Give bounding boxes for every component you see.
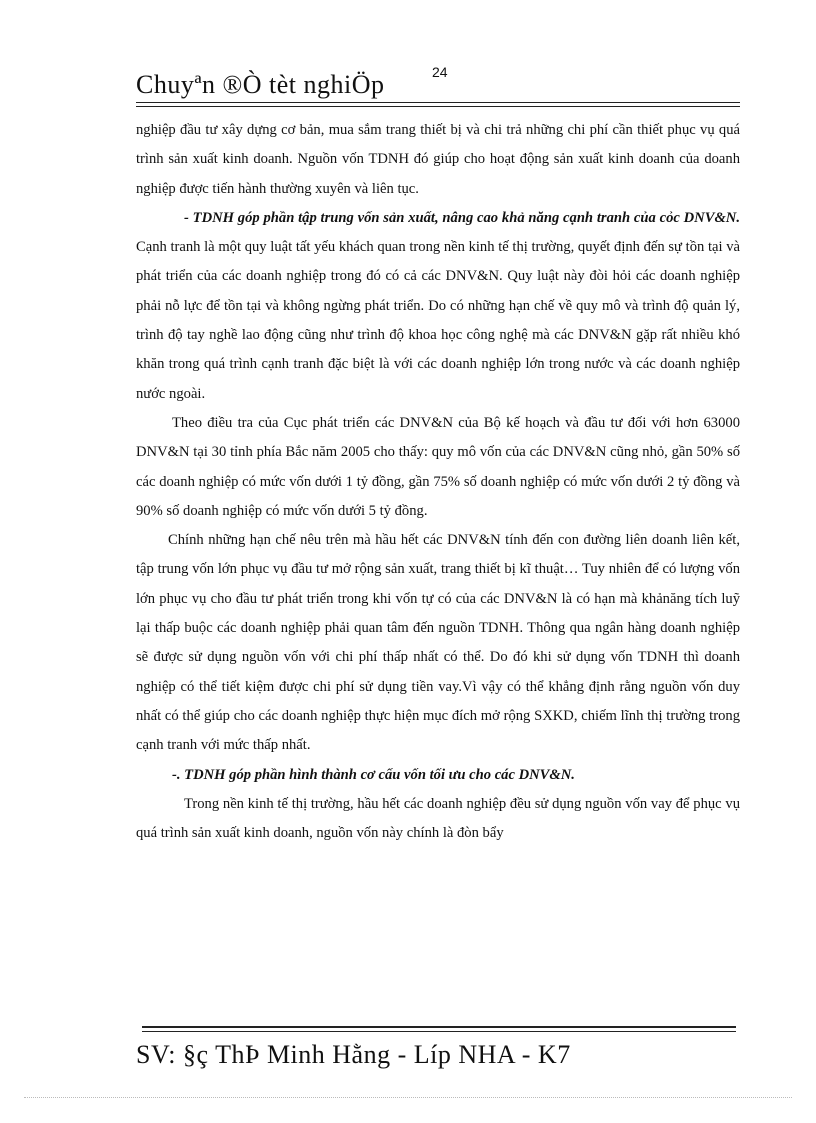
header-rule-bottom	[136, 106, 740, 107]
paragraph: Theo điều tra của Cục phát triển các DNV&N của Bộ kế hoạch và đầu tư đối với hơn 63000 DNV&N tại 30 tỉnh phía Bắc năm 2005 cho thấy: quy mô vốn của các DNV&N cũng nhỏ, gần 50% số các doanh nghiệp có mức vốn dưới 1 tỷ đồng, gần 75% số doanh nghiệp có mức vốn dưới 2 tỷ đồng và 90% số doanh nghiệp có mức vốn dưới 5 tỷ đồng.	[136, 414, 740, 519]
paragraph-text: Cạnh tranh là một quy luật tất yếu khách quan trong nền kinh tế thị trường, quyết định đến sự tồn tại và phát triển của các doanh nghiệp trong đó có cả các DNV&N. Quy luật này đòi hỏi các doanh nghiệp phải nỗ lực để tồn tại và không ngừng phát triển. Do có những hạn chế về quy mô và trình độ quản lý, trình độ tay nghề lao động cũng như trình độ khoa học công nghệ mà các DNV&N gặp rất nhiều khó khăn trong quá trình cạnh tranh đặc biệt là với các doanh nghiệp lớn trong nước và các doanh nghiệp nước ngoài.	[136, 239, 740, 402]
footer-rule-top	[142, 1026, 736, 1028]
paragraph: nghiệp đầu tư xây dựng cơ bản, mua sắm trang thiết bị và chi trả những chi phí cần thiết phục vụ quá trình sản xuất kinh doanh. Nguồn vốn TDNH đó giúp cho hoạt động sản xuất kinh doanh của doanh nghiệp được tiến hành thường xuyên và liên tục.	[136, 122, 740, 197]
section-heading: - TDNH góp phần tập trung vốn sản xuất, nâng cao khả năng cạnh tranh của cỏc DNV&N.	[184, 209, 740, 226]
page-edge-divider	[24, 1097, 792, 1098]
section-heading: -. TDNH góp phần hình thành cơ cấu vốn tối ưu cho các DNV&N.	[172, 766, 575, 783]
footer-text: SV: §ç ThÞ Minh Hằng - Líp NHA - K7	[136, 1040, 571, 1069]
document-body	[136, 116, 740, 848]
paragraph: Chính những hạn chế nêu trên mà hầu hết các DNV&N tính đến con đường liên doanh liên kết, tập trung vốn lớn phục vụ đầu tư mở rộng sản xuất, trang thiết bị kĩ thuật… Tuy nhiên để có lượng vốn lớn phục vụ cho đầu tư phát triển trong khi vốn tự có của các DNV&N là có hạn mà khảnăng tích luỹ lại thấp buộc các doanh nghiệp phải quan tâm đến nguồn TDNH. Thông qua ngân hàng doanh nghiệp sẽ được sử dụng nguồn vốn với chi phí thấp nhất có thể. Do đó khi sử dụng vốn TDNH thì doanh nghiệp có thể tiết kiệm được chi phí sử dụng tiền vay.Vì vậy có thể khẳng định rằng nguồn vốn duy nhất có thể giúp cho các doanh nghiệp thực hiện mục đích mở rộng SXKD, chiếm lĩnh thị trường trong cạnh tranh với mức thấp nhất.	[136, 532, 740, 754]
footer-rule-bottom	[142, 1031, 736, 1032]
header-rule-top	[136, 102, 740, 103]
page-number: 24	[432, 64, 448, 80]
paragraph	[136, 204, 740, 409]
paragraph: Trong nền kinh tế thị trường, hầu hết các doanh nghiệp đều sử dụng nguồn vốn vay để phục vụ quá trình sản xuất kinh doanh, nguồn vốn này chính là đòn bẩy	[136, 795, 740, 842]
header-title: Chuyªn ®Ò tèt nghiÖp	[136, 70, 385, 99]
